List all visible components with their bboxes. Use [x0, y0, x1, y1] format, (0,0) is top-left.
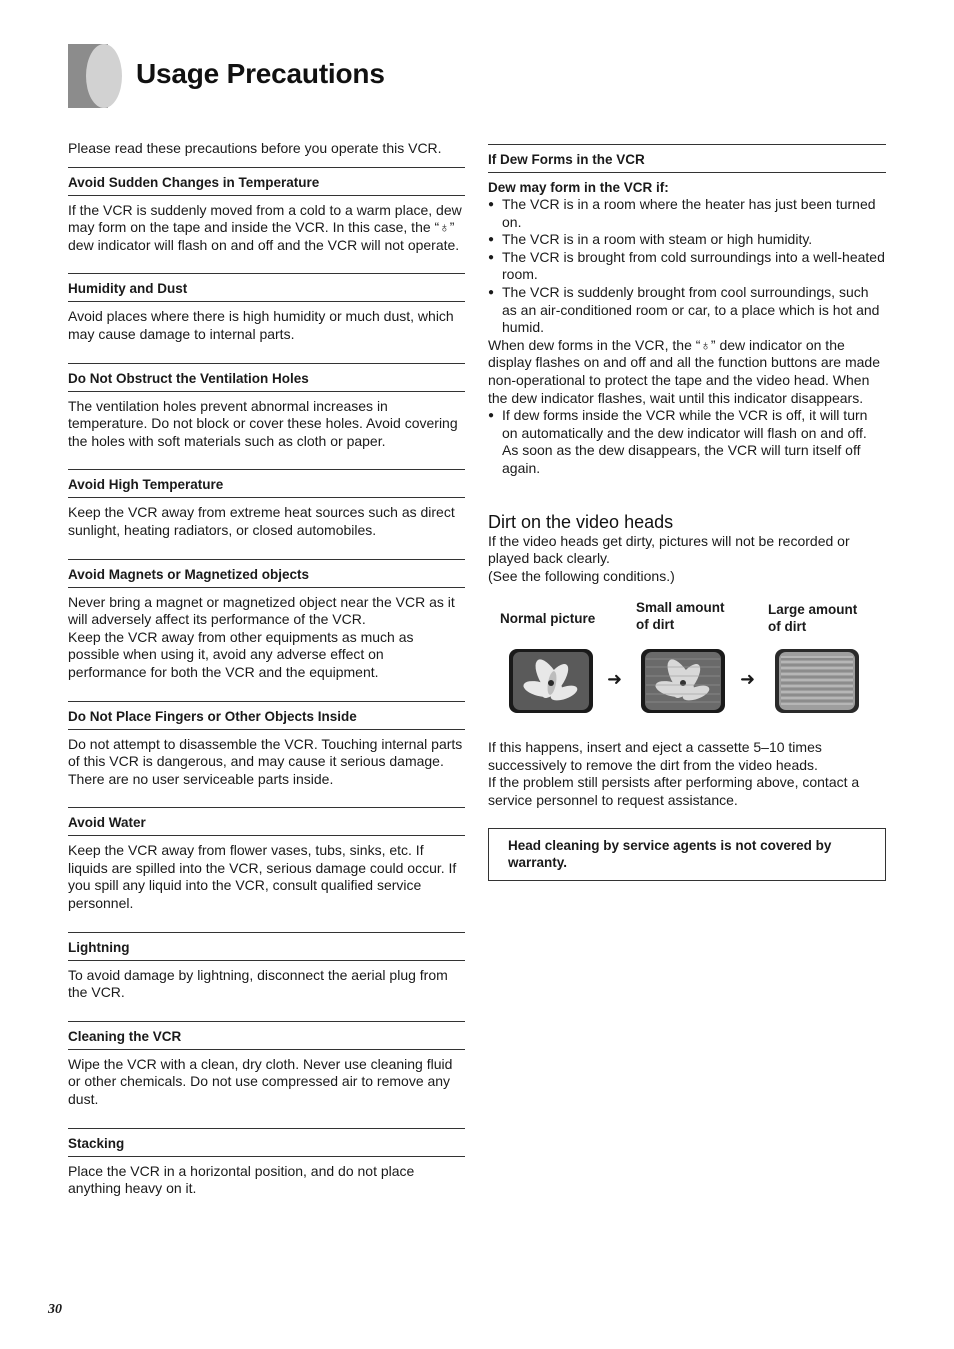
title-tab-graphic — [68, 44, 122, 108]
dirt-remedy: If this happens, insert and eject a cassette 5–10 times successively to remove the dirt from the video heads. — [488, 739, 822, 773]
list-item: ● The VCR is in a room with steam or high humidity. — [488, 231, 886, 249]
dirt-intro: If the video heads get dirty, pictures will not be recorded or played back clearly. — [488, 532, 850, 567]
label-large-dirt-line2: of dirt — [768, 619, 807, 635]
list-item: ● If dew forms inside the VCR while the VCR is off, it will turn on automatically and the dew indicator will flash on and off. As soon as the dew disappears, the VCR will turn itself off again. — [488, 407, 886, 477]
small-dirt-image — [641, 649, 725, 713]
arrow-icon: ➜ — [740, 669, 756, 690]
list-item: ● The VCR is in a room where the heater has just been turned on. — [488, 196, 886, 231]
section-lightning — [68, 932, 465, 1002]
dirt-contact: If the problem still persists after performing above, contact a service personnel to request assistance. — [488, 774, 860, 809]
section-fingers-objects — [68, 701, 465, 789]
dew-off-list — [488, 407, 886, 477]
dew-paragraph: When dew forms in the VCR, the “♁” dew indicator on the display flashes on and off and all the function buttons are made non-operational to protect the tape and the video head. When the dew indicator flashes, wait until this indicator disappears. — [488, 336, 881, 406]
section-heading: Humidity and Dust — [68, 273, 465, 302]
section-heading: Avoid Water — [68, 807, 465, 836]
list-item: ● The VCR is brought from cold surroundings into a well-heated room. — [488, 249, 886, 284]
section-stacking — [68, 1128, 465, 1198]
right-column — [488, 144, 886, 881]
label-normal-picture: Normal picture — [500, 611, 596, 627]
section-body: Avoid places where there is high humidity or much dust, which may cause damage to internal parts. — [68, 308, 454, 342]
section-body: Wipe the VCR with a clean, dry cloth. Never use cleaning fluid or other chemicals. Do not use compressed air to remove any dust. — [68, 1055, 453, 1108]
large-dirt-image — [775, 649, 859, 713]
section-ventilation — [68, 363, 465, 451]
intro-text: Please read these precautions before you operate this VCR. — [68, 140, 442, 156]
section-dew — [488, 144, 886, 478]
label-small-dirt-line2: of dirt — [636, 617, 675, 633]
dirt-intro-note: (See the following conditions.) — [488, 567, 675, 584]
section-body: Keep the VCR away from flower vases, tubs, sinks, etc. If liquids are spilled into the VCR, serious damage could occur. If you spill any liquid into the VCR, consult qualified service personnel. — [68, 842, 457, 912]
section-body-2: Keep the VCR away from other equipments as much as possible when using it, avoid any adverse effect on performance for both the VCR and the equipment. — [68, 628, 414, 680]
section-heading: If Dew Forms in the VCR — [488, 144, 886, 173]
page-title: Usage Precautions — [136, 58, 385, 89]
dirt-figure — [488, 599, 886, 739]
section-body: Never bring a magnet or magnetized object near the VCR as it will adversely affect its performance of the VCR. — [68, 593, 455, 628]
arrow-icon: ➜ — [607, 669, 623, 690]
section-humidity-dust — [68, 273, 465, 343]
section-heading: Avoid High Temperature — [68, 469, 465, 498]
dirt-heading: Dirt on the video heads — [488, 511, 674, 532]
section-body: The ventilation holes prevent abnormal increases in temperature. Do not block or cover these holes. Avoid covering the holes with soft materials such as cloth or paper. — [68, 397, 458, 449]
label-large-dirt — [768, 601, 857, 635]
label-small-dirt-line1: Small amount — [636, 600, 725, 616]
section-heading: Do Not Obstruct the Ventilation Holes — [68, 363, 465, 392]
section-body: If the VCR is suddenly moved from a cold to a warm place, dew may form on the tape and inside the VCR. In this case, the “♁” dew indicator will flash on and off and the VCR will not operate. — [68, 201, 462, 253]
section-body: Keep the VCR away from extreme heat sources such as direct sunlight, heating radiators, or closed automobiles. — [68, 504, 455, 538]
list-item: ● The VCR is suddenly brought from cool surroundings, such as an air-conditioned room or car, to a place which is hot and humid. — [488, 284, 886, 337]
dew-conditions-list — [488, 196, 886, 337]
title-block — [68, 44, 468, 108]
normal-picture-image — [509, 649, 593, 713]
label-large-dirt-line1: Large amount — [768, 602, 858, 618]
section-high-temperature — [68, 469, 465, 539]
section-cleaning — [68, 1021, 465, 1109]
section-heading: Stacking — [68, 1128, 465, 1157]
section-heading: Do Not Place Fingers or Other Objects Inside — [68, 701, 465, 730]
section-magnets — [68, 559, 465, 682]
label-small-dirt — [636, 599, 725, 633]
section-body: Place the VCR in a horizontal position, and do not place anything heavy on it. — [68, 1162, 415, 1197]
section-water — [68, 807, 465, 912]
section-heading: Lightning — [68, 932, 465, 961]
page-number: 30 — [48, 1302, 62, 1317]
section-heading: Cleaning the VCR — [68, 1021, 465, 1050]
section-body: To avoid damage by lightning, disconnect the aerial plug from the VCR. — [68, 966, 448, 1001]
dew-subheading: Dew may form in the VCR if: — [488, 180, 669, 195]
left-column — [68, 140, 465, 1198]
section-heading: Avoid Sudden Changes in Temperature — [68, 167, 465, 196]
section-temperature-changes — [68, 167, 465, 255]
section-heading: Avoid Magnets or Magnetized objects — [68, 559, 465, 588]
section-body: Do not attempt to disassemble the VCR. Touching internal parts of this VCR is dangerous, and may cause it serious damage. There are no user serviceable parts inside. — [68, 735, 463, 787]
warranty-notice: Head cleaning by service agents is not covered by warranty. — [488, 828, 886, 881]
